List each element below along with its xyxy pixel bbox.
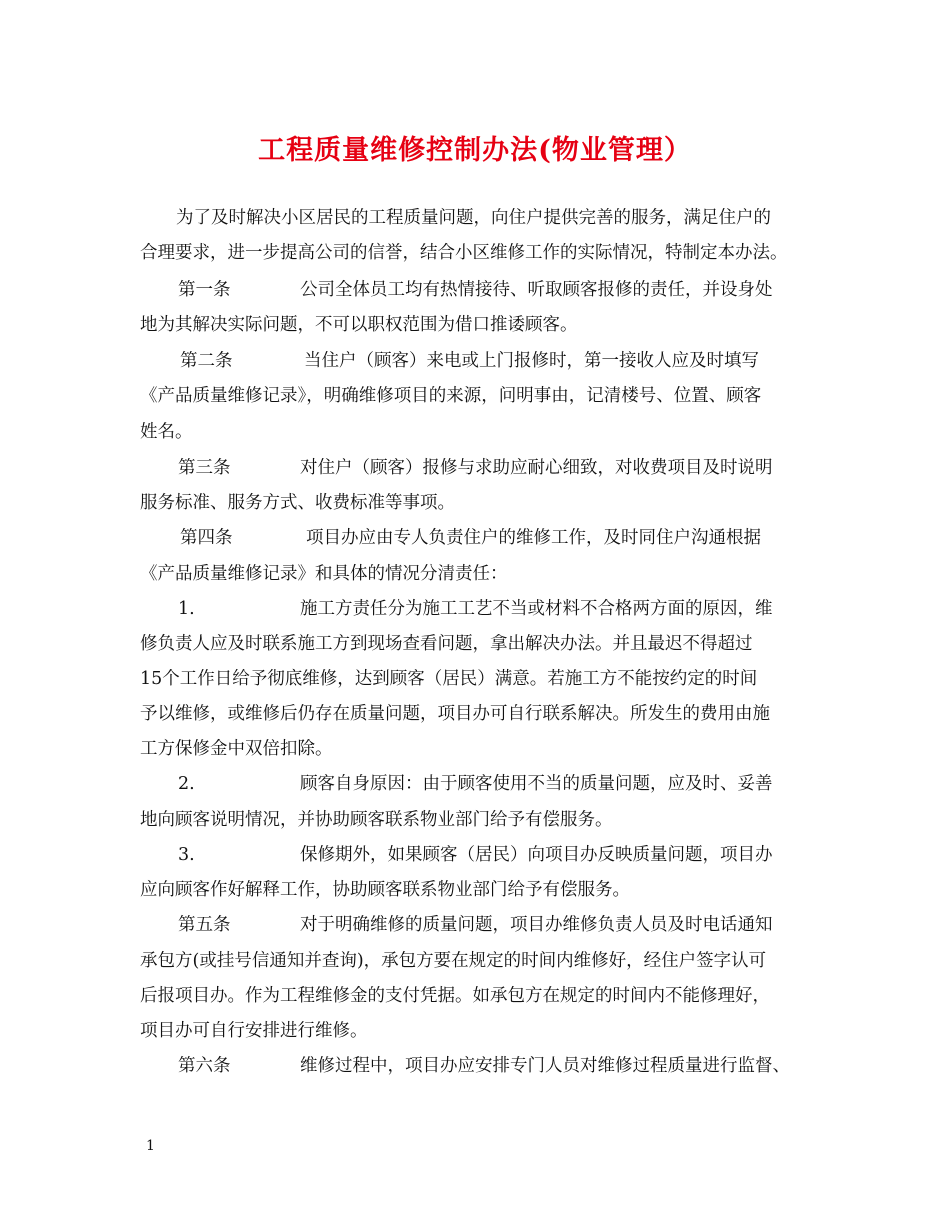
article-label: 第六条 bbox=[178, 1056, 231, 1076]
article-text: 当住户（顾客）来电或上门报修时，第一接收人应及时填写 bbox=[304, 351, 759, 371]
article-text: 对于明确维修的质量问题，项目办维修负责人员及时电话通知 bbox=[300, 915, 773, 935]
article-text: 服务标准、服务方式、收费标准等事项。 bbox=[140, 493, 455, 513]
item-label: 1. bbox=[178, 599, 195, 619]
page-number: 1 bbox=[146, 1138, 155, 1154]
item-text: 保修期外，如果顾客（居民）向项目办反映质量问题，项目办 bbox=[300, 845, 773, 865]
article-text: 维修过程中，项目办应安排专门人员对维修过程质量进行监督、 bbox=[300, 1056, 790, 1076]
item-text: 修负责人应及时联系施工方到现场查看问题，拿出解决办法。并且最迟不得超过 bbox=[140, 634, 753, 654]
article-text: 承包方(或挂号信通知并查询)，承包方要在规定的时间内维修好，经住户签字认可 bbox=[140, 951, 767, 971]
item-label: 2. bbox=[178, 774, 195, 794]
item-text: 予以维修，或维修后仍存在质量问题，项目办可自行联系解决。所发生的费用由施 bbox=[140, 704, 770, 724]
item-text: 工方保修金中双倍扣除。 bbox=[140, 739, 333, 759]
article-label: 第三条 bbox=[178, 458, 231, 478]
article-text: 项目办可自行安排进行维修。 bbox=[140, 1021, 368, 1041]
item-text: 施工方责任分为施工工艺不当或材料不合格两方面的原因，维 bbox=[300, 599, 773, 619]
item-text: 顾客自身原因：由于顾客使用不当的质量问题，应及时、妥善 bbox=[300, 774, 773, 794]
article-text: 姓名。 bbox=[140, 422, 193, 442]
document-title: 工程质量维修控制办法(物业管理） bbox=[258, 135, 692, 166]
intro-line: 合理要求，进一步提高公司的信誉，结合小区维修工作的实际情况，特制定本办法。 bbox=[140, 243, 788, 263]
article-text: 对住户（顾客）报修与求助应耐心细致，对收费项目及时说明 bbox=[300, 458, 773, 478]
article-text: 后报项目办。作为工程维修金的支付凭据。如承包方在规定的时间内不能修理好， bbox=[140, 986, 770, 1006]
item-text: 地向顾客说明情况，并协助顾客联系物业部门给予有偿服务。 bbox=[140, 810, 613, 830]
article-text: 《产品质量维修记录》和具体的情况分清责任： bbox=[140, 564, 508, 584]
article-text: 项目办应由专人负责住户的维修工作，及时同住户沟通根据 bbox=[306, 528, 761, 548]
article-text: 公司全体员工均有热情接待、听取顾客报修的责任，并设身处 bbox=[300, 280, 773, 300]
item-text: 15个工作日给予彻底维修，达到顾客（居民）满意。若施工方不能按约定的时间 bbox=[140, 669, 758, 689]
article-label: 第四条 bbox=[180, 528, 233, 548]
article-label: 第二条 bbox=[180, 351, 233, 371]
article-label: 第一条 bbox=[178, 280, 231, 300]
article-text: 地为其解决实际问题，不可以职权范围为借口推诿顾客。 bbox=[140, 315, 578, 335]
article-label: 第五条 bbox=[178, 915, 231, 935]
item-text: 应向顾客作好解释工作，协助顾客联系物业部门给予有偿服务。 bbox=[140, 880, 630, 900]
intro-line: 为了及时解决小区居民的工程质量问题，向住户提供完善的服务，满足住户的 bbox=[176, 208, 771, 228]
item-label: 3. bbox=[178, 845, 195, 865]
article-text: 《产品质量维修记录》，明确维修项目的来源，问明事由，记清楼号、位置、顾客 bbox=[140, 386, 762, 406]
